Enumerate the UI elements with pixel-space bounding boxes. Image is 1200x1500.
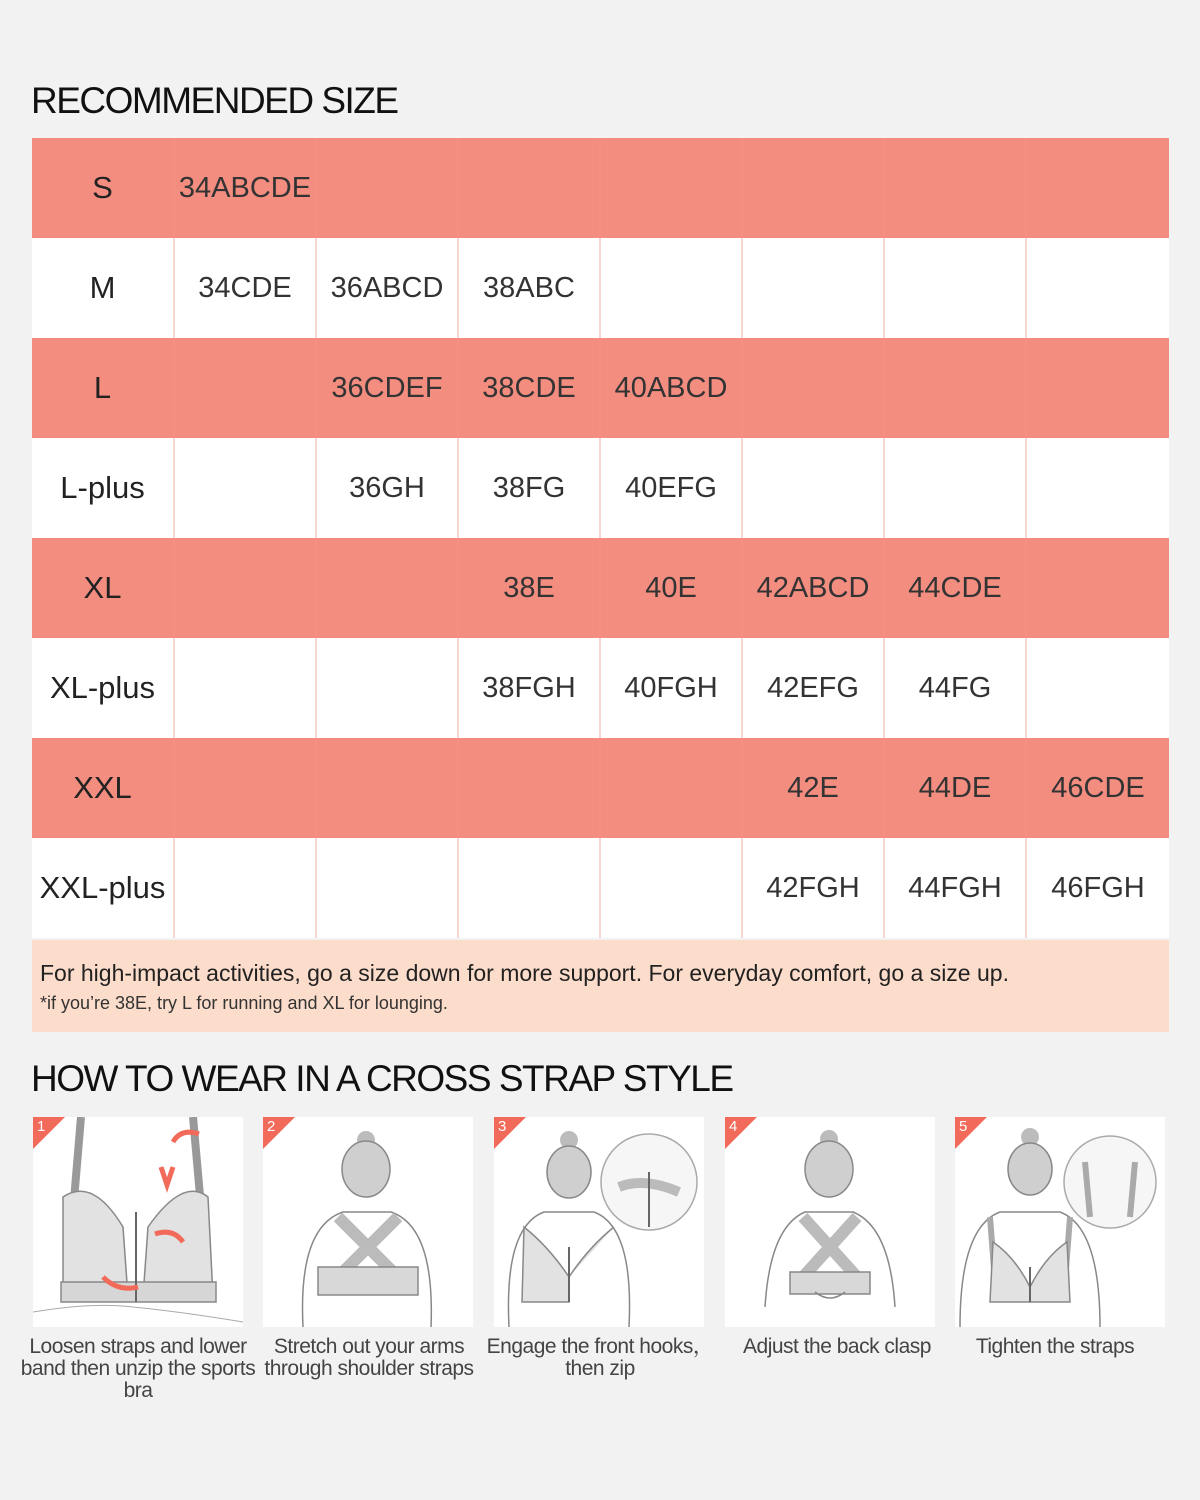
- band-cup-cell: [884, 238, 1026, 338]
- band-cup-cell: 40E: [600, 538, 742, 638]
- band-cup-cell: [174, 338, 316, 438]
- band-cup-cell: [458, 838, 600, 938]
- step-1-caption: Loosen straps and lower band then unzip the sports bra: [20, 1335, 256, 1402]
- size-label: S: [32, 138, 174, 238]
- band-cup-cell: 42FGH: [742, 838, 884, 938]
- step-2-panel: [263, 1117, 473, 1327]
- step-5-caption: Tighten the straps: [975, 1335, 1135, 1358]
- sizing-note: [32, 940, 1169, 1032]
- band-cup-cell: [458, 738, 600, 838]
- band-cup-cell: [174, 638, 316, 738]
- band-cup-cell: 44FGH: [884, 838, 1026, 938]
- step-1-panel: [33, 1117, 243, 1327]
- band-cup-cell: [316, 138, 458, 238]
- band-cup-cell: [174, 838, 316, 938]
- size-row: [32, 738, 1169, 838]
- band-cup-cell: 44FG: [884, 638, 1026, 738]
- band-cup-cell: 44DE: [884, 738, 1026, 838]
- size-row: [32, 138, 1169, 238]
- band-cup-cell: 38E: [458, 538, 600, 638]
- size-label: L-plus: [32, 438, 174, 538]
- band-cup-cell: 42E: [742, 738, 884, 838]
- size-row: [32, 238, 1169, 338]
- band-cup-cell: 44CDE: [884, 538, 1026, 638]
- band-cup-cell: 46CDE: [1026, 738, 1169, 838]
- band-cup-cell: [174, 538, 316, 638]
- band-cup-cell: [174, 438, 316, 538]
- size-chart-table: [32, 138, 1169, 938]
- band-cup-cell: [316, 838, 458, 938]
- size-row: [32, 538, 1169, 638]
- band-cup-cell: [316, 738, 458, 838]
- band-cup-cell: 42ABCD: [742, 538, 884, 638]
- band-cup-cell: [742, 438, 884, 538]
- band-cup-cell: 40ABCD: [600, 338, 742, 438]
- size-label: L: [32, 338, 174, 438]
- band-cup-cell: 36ABCD: [316, 238, 458, 338]
- band-cup-cell: 40FGH: [600, 638, 742, 738]
- step-2-caption: Stretch out your arms through shoulder straps: [264, 1335, 474, 1380]
- band-cup-cell: 38FGH: [458, 638, 600, 738]
- sizing-note-sub: *if you’re 38E, try L for running and XL for lounging.: [40, 993, 448, 1013]
- band-cup-cell: 36GH: [316, 438, 458, 538]
- band-cup-cell: [1026, 638, 1169, 738]
- band-cup-cell: [316, 638, 458, 738]
- band-cup-cell: 36CDEF: [316, 338, 458, 438]
- band-cup-cell: [742, 338, 884, 438]
- step-4-caption: Adjust the back clasp: [743, 1335, 931, 1358]
- size-row: [32, 838, 1169, 938]
- band-cup-cell: [884, 438, 1026, 538]
- step-5-number: 5: [959, 1118, 968, 1135]
- step-3-panel: [494, 1117, 704, 1327]
- size-label: XL: [32, 538, 174, 638]
- step-2-number: 2: [267, 1118, 276, 1135]
- band-cup-cell: [458, 138, 600, 238]
- band-cup-cell: 46FGH: [1026, 838, 1169, 938]
- band-cup-cell: [600, 238, 742, 338]
- band-cup-cell: [884, 338, 1026, 438]
- size-row: [32, 338, 1169, 438]
- size-label: M: [32, 238, 174, 338]
- band-cup-cell: [742, 238, 884, 338]
- size-row: [32, 638, 1169, 738]
- band-cup-cell: 34CDE: [174, 238, 316, 338]
- size-label: XXL-plus: [32, 838, 174, 938]
- band-cup-cell: 40EFG: [600, 438, 742, 538]
- band-cup-cell: [884, 138, 1026, 238]
- size-chart-title: RECOMMENDED SIZE: [31, 80, 398, 121]
- band-cup-cell: [600, 838, 742, 938]
- size-label: XXL: [32, 738, 174, 838]
- wear-guide-title: HOW TO WEAR IN A CROSS STRAP STYLE: [31, 1058, 733, 1099]
- band-cup-cell: [174, 738, 316, 838]
- step-3-number: 3: [498, 1118, 507, 1135]
- band-cup-cell: 38FG: [458, 438, 600, 538]
- size-row: [32, 438, 1169, 538]
- band-cup-cell: [600, 738, 742, 838]
- band-cup-cell: [1026, 238, 1169, 338]
- step-5-panel: [955, 1117, 1165, 1327]
- sizing-note-main: For high-impact activities, go a size down for more support. For everyday comfort, go a size up.: [40, 960, 1009, 986]
- band-cup-cell: [1026, 438, 1169, 538]
- step-4-panel: [725, 1117, 935, 1327]
- band-cup-cell: [1026, 138, 1169, 238]
- band-cup-cell: [316, 538, 458, 638]
- band-cup-cell: 38ABC: [458, 238, 600, 338]
- step-1-number: 1: [37, 1118, 46, 1135]
- band-cup-cell: [600, 138, 742, 238]
- band-cup-cell: [1026, 338, 1169, 438]
- size-label: XL-plus: [32, 638, 174, 738]
- band-cup-cell: 38CDE: [458, 338, 600, 438]
- band-cup-cell: 42EFG: [742, 638, 884, 738]
- band-cup-cell: [1026, 538, 1169, 638]
- band-cup-cell: [742, 138, 884, 238]
- step-3-caption: Engage the front hooks， then zip: [486, 1335, 714, 1380]
- band-cup-cell: 34ABCDE: [174, 138, 316, 238]
- step-4-number: 4: [729, 1118, 738, 1135]
